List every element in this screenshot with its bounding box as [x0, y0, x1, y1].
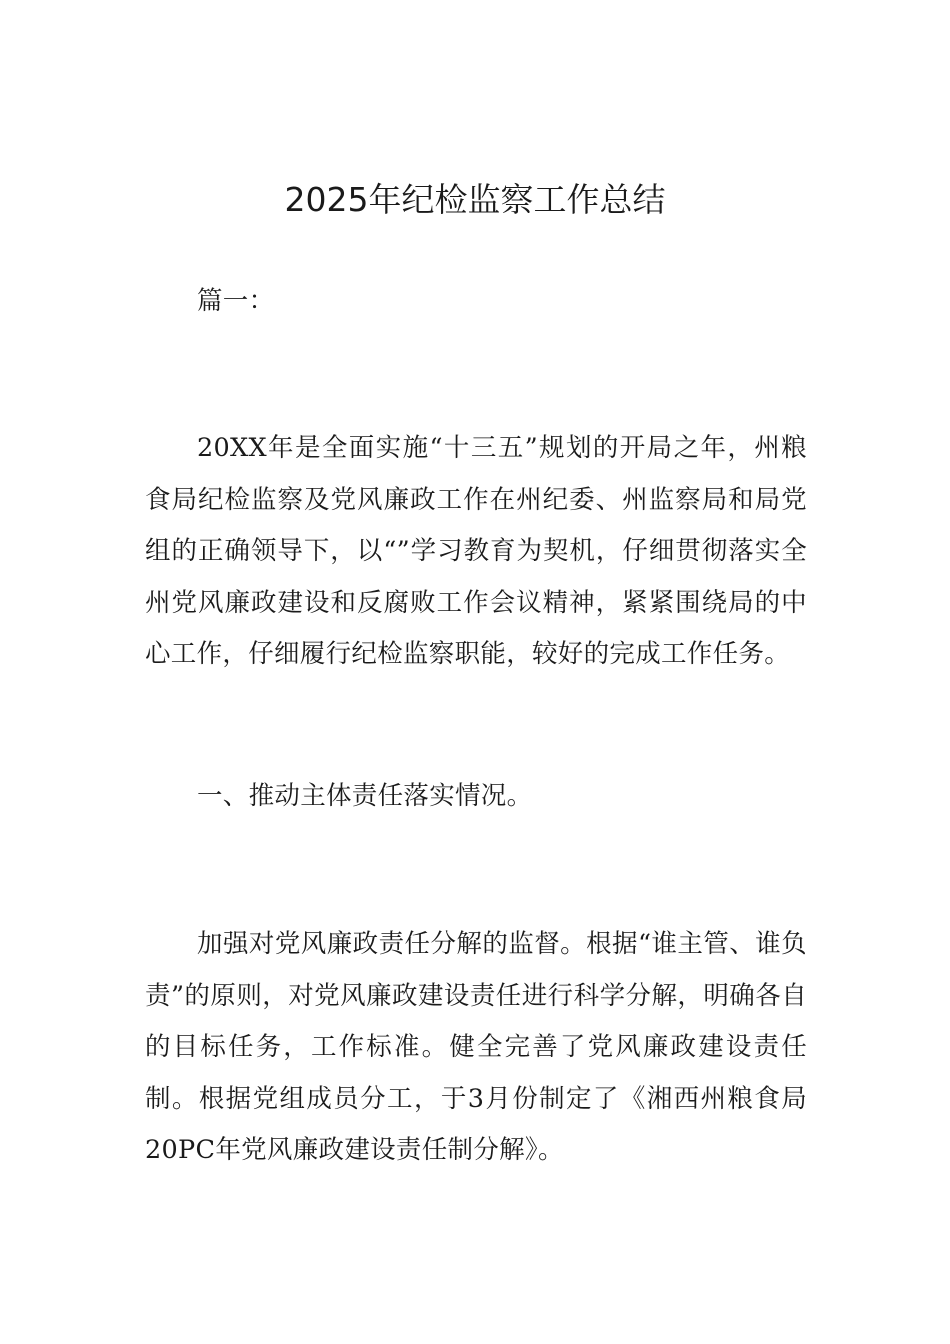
section-heading: 一、推动主体责任落实情况。 — [197, 781, 533, 811]
intro-paragraph: 20XX年是全面实施“十三五”规划的开局之年，州粮食局纪检监察及党风廉政工作在州纪委、州监察局和局党组的正确领导下，以“”学习教育为契机，仔细贯彻落实全州党风廉政建设和反腐败工作会议精神，紧紧围绕局的中心工作，仔细履行纪检监察职能，较好的完成工作任务。 — [145, 433, 807, 670]
section-label: 篇一： — [197, 286, 275, 316]
document-title: 2025年纪检监察工作总结 — [284, 180, 666, 219]
body-paragraph: 加强对党风廉政责任分解的监督。根据“谁主管、谁负责”的原则，对党风廉政建设责任进行科学分解，明确各自的目标任务，工作标准。健全完善了党风廉政建设责任制。根据党组成员分工，于3月份制定了《湘西州粮食局20PC年党风廉政建设责任制分解》。 — [145, 929, 807, 1166]
